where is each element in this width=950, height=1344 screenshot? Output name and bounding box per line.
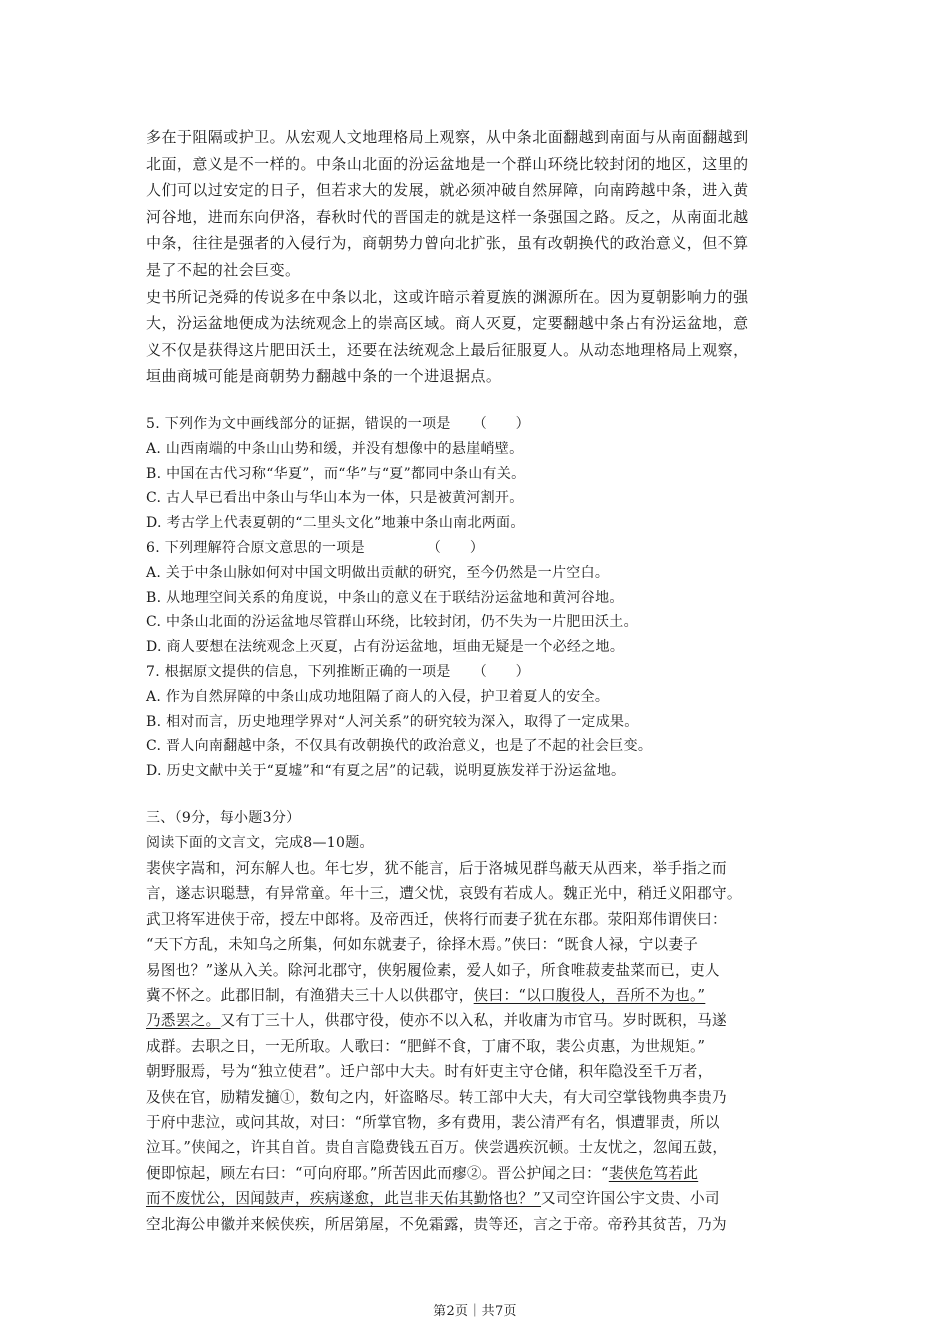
text-line: 乃悉罢之。又有丁三十人，供郡守役，使亦不以入私，并收庸为市官马。岁时既积，马遂 — [146, 1012, 727, 1030]
section-heading: 三、（9分，每小题3分） — [146, 809, 301, 826]
text-line: 裴侠字嵩和，河东解人也。年七岁，犹不能言，后于洛城见群鸟蔽天从西来，举手指之而 — [146, 859, 727, 877]
text-line: 泣耳。”侠闻之，许其自首。贵自言隐费钱五百万。侠尝遇疾沉顿。士友忧之，忽闻五鼓， — [146, 1139, 728, 1157]
answer-paren: （ ） — [426, 539, 485, 556]
underlined-sentence: 而不废忧公，因闻鼓声，疾病遂愈，此岂非天佑其勤恪也？” — [146, 1190, 542, 1208]
text-line: 史书所记尧舜的传说多在中条以北，这或许暗示着夏族的渊源所在。因为夏朝影响力的强 — [146, 287, 749, 306]
option-a: A. 作为自然屏障的中条山成功地阻隔了商人的入侵，护卫着夏人的安全。 — [146, 688, 610, 705]
underlined-sentence: 乃悉罢之。 — [146, 1012, 221, 1030]
section-3 — [146, 806, 826, 856]
text-line: 大，汾运盆地便成为法统观念上的崇高区域。商人灭夏，定要翻越中条占有汾运盆地，意 — [146, 314, 749, 333]
text-line: 冀不怀之。此郡旧制，有渔猎夫三十人以供郡守，侠曰：“以口腹役人，吾所不为也。” — [146, 986, 706, 1004]
option-d: D. 考古学上代表夏朝的“二里头文化”地兼中条山南北两面。 — [146, 515, 525, 532]
text-line: “天下方乱，未知乌之所集，何如东就妻子，徐择木焉。”侠曰：“既食人禄，宁以妻子 — [146, 936, 699, 954]
text-line: 于府中悲泣，或问其故，对曰：“所掌官物，多有费用，裴公清严有名，惧遭罪责，所以 — [146, 1113, 720, 1131]
question-stem: 7. 根据原文提供的信息，下列推断正确的一项是 （ ） — [146, 663, 530, 680]
text-line: 垣曲商城可能是商朝势力翻越中条的一个进退据点。 — [146, 367, 502, 386]
text-line: 武卫将军进侠于帝，授左中郎将。及帝西迁，侠将行而妻子犹在东郡。荥阳郑伟谓侠曰： — [146, 910, 727, 928]
question-stem: 6. 下列理解符合原文意思的一项是 （ ） — [146, 539, 485, 556]
underlined-sentence: 裴侠危笃若此 — [608, 1164, 699, 1182]
text-line: 北面，意义是不一样的。中条山北面的汾运盆地是一个群山环绕比较封闭的地区，这里的 — [146, 154, 749, 173]
page-content — [146, 124, 826, 1237]
text-line: 言，遂志识聪慧，有异常童。年十三，遭父忧，哀毁有若成人。魏正光中，稍迁义阳郡守。 — [146, 885, 742, 903]
option-b: B. 从地理空间关系的角度说，中条山的意义在于联结汾运盆地和黄河谷地。 — [146, 589, 624, 606]
question-6 — [146, 536, 826, 660]
text-line: 及侠在官，励精发擿①，数旬之内，奸盗略尽。转工部中大夫，有大司空掌钱物典李贵乃 — [146, 1088, 727, 1106]
option-b: B. 相对而言，历史地理学界对“人河关系”的研究较为深入，取得了一定成果。 — [146, 713, 639, 730]
text-line: 中条，往往是强者的入侵行为，商朝势力曾向北扩张，虽有改朝换代的政治意义，但不算 — [146, 234, 749, 253]
text-line: 是了不起的社会巨变。 — [146, 260, 301, 279]
classical-passage — [146, 856, 826, 1237]
text-line: 朝野服焉，号为“独立使君”。迁户部中大夫。时有奸吏主守仓储，积年隐没至千万者， — [146, 1063, 713, 1081]
text-line: 易图也？”遂从入关。除河北郡守，侠躬履俭素，爱人如子，所食唯菽麦盐菜而已，吏人 — [146, 961, 720, 979]
option-c: C. 晋人向南翻越中条，不仅具有改朝换代的政治意义，也是了不起的社会巨变。 — [146, 738, 653, 755]
passage-paragraph-2 — [146, 284, 826, 390]
text-line: 便即惊起，顾左右曰：“可向府耶。”所苦因此而瘳②。晋公护闻之曰：“裴侠危笃若此 — [146, 1164, 699, 1182]
answer-paren: （ ） — [472, 663, 530, 680]
text-line: 河谷地，进而东向伊洛，春秋时代的晋国走的就是这样一条强国之路。反之，从南面北越 — [146, 207, 749, 226]
option-a: A. 山西南端的中条山山势和缓，并没有想像中的悬崖峭壁。 — [146, 440, 524, 457]
option-a: A. 关于中条山脉如何对中国文明做出贡献的研究，至今仍然是一片空白。 — [146, 564, 610, 581]
text-line: 义不仅是获得这片肥田沃土，还要在法统观念上最后征服夏人。从动态地理格局上观察， — [146, 340, 749, 359]
answer-paren: （ ） — [472, 415, 530, 432]
question-stem: 5. 下列作为文中画线部分的证据，错误的一项是 （ ） — [146, 415, 530, 432]
option-d: D. 历史文献中关于“夏墟”和“有夏之居”的记载，说明夏族发祥于汾运盆地。 — [146, 763, 626, 780]
option-d: D. 商人要想在法统观念上灭夏，占有汾运盆地，垣曲无疑是一个必经之地。 — [146, 639, 625, 656]
question-7 — [146, 660, 826, 784]
page-footer: 第2页｜共7页 — [433, 1304, 517, 1319]
text-line: 多在于阻隔或护卫。从宏观人文地理格局上观察，从中条北面翻越到南面与从南面翻越到 — [146, 128, 749, 146]
underlined-sentence: 侠曰：“以口腹役人，吾所不为也。” — [473, 986, 706, 1004]
option-b: B. 中国在古代习称“华夏”，而“华”与“夏”都同中条山有关。 — [146, 465, 526, 482]
section-instruction: 阅读下面的文言文，完成8—10题。 — [146, 834, 374, 851]
text-line: 成群。去职之日，一无所取。人歌曰：“肥鲜不食，丁庸不取，裴公贞惠，为世规矩。” — [146, 1037, 706, 1055]
text-line: 而不废忧公，因闻鼓声，疾病遂愈，此岂非天佑其勤恪也？”又司空许国公宇文贵、小司 — [146, 1190, 720, 1208]
option-c: C. 古人早已看出中条山与华山本为一体，只是被黄河割开。 — [146, 490, 524, 507]
text-line: 人们可以过安定的日子，但若求大的发展，就必须冲破自然屏障，向南跨越中条，进入黄 — [146, 181, 749, 200]
passage-paragraph-1 — [146, 124, 826, 284]
question-5 — [146, 412, 826, 536]
option-c: C. 中条山北面的汾运盆地尽管群山环绕，比较封闭，仍不失为一片肥田沃土。 — [146, 614, 638, 631]
text-line: 空北海公申徽并来候侠疾，所居第屋，不免霜露，贵等还，言之于帝。帝矜其贫苦，乃为 — [146, 1215, 727, 1233]
